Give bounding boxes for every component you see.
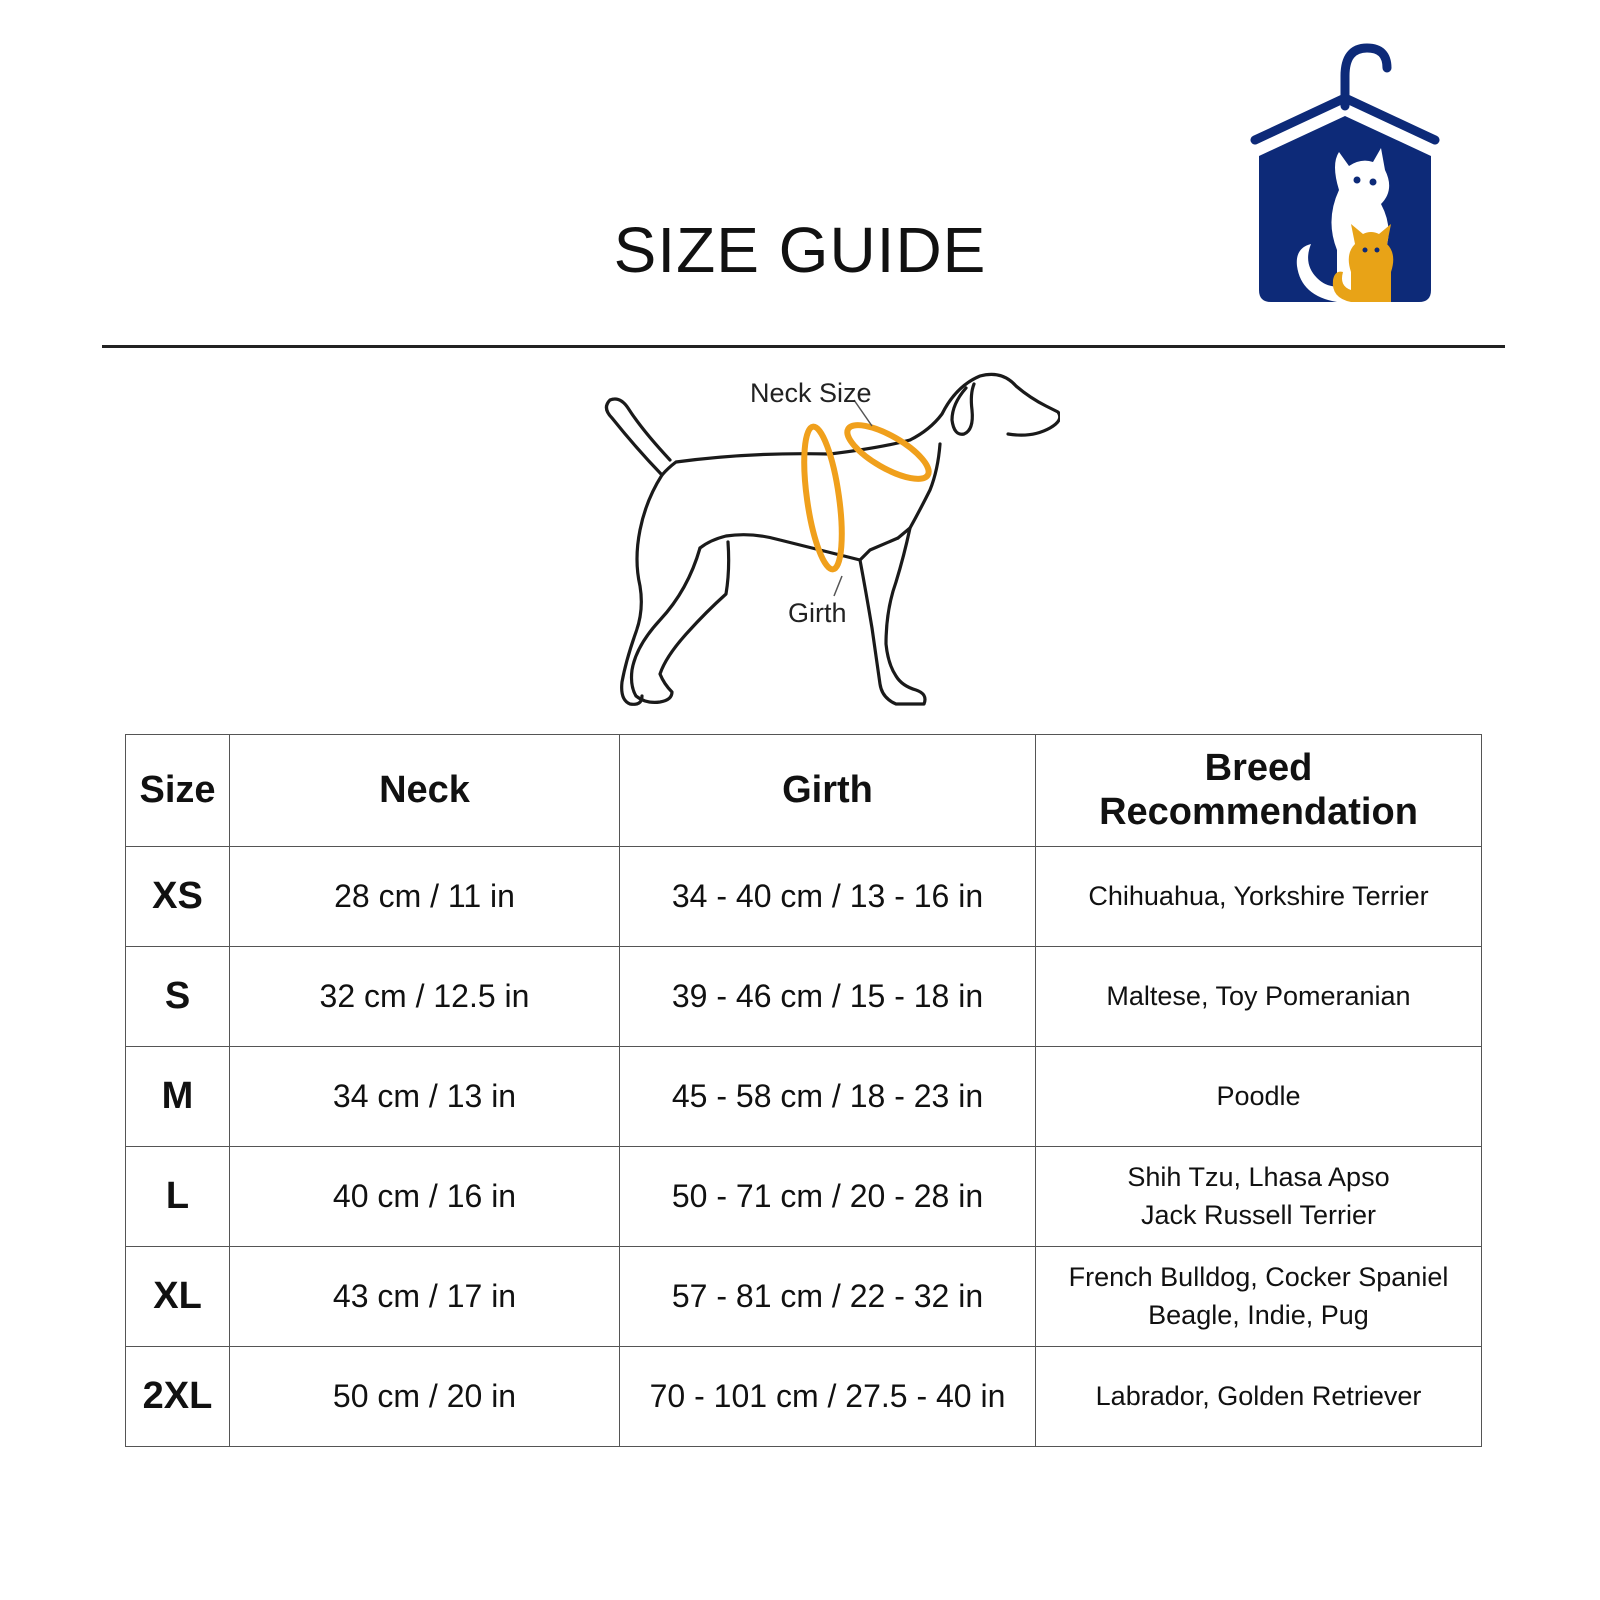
girth-cell: 70 - 101 cm / 27.5 - 40 in <box>620 1347 1036 1447</box>
neck-cell: 40 cm / 16 in <box>230 1147 620 1247</box>
size-cell: 2XL <box>126 1347 230 1447</box>
header-divider <box>102 345 1505 348</box>
table-row <box>126 1347 1482 1447</box>
neck-cell: 50 cm / 20 in <box>230 1347 620 1447</box>
size-cell: XS <box>126 847 230 947</box>
breed-cell: French Bulldog, Cocker Spaniel Beagle, Indie, Pug <box>1036 1247 1482 1347</box>
girth-cell: 57 - 81 cm / 22 - 32 in <box>620 1247 1036 1347</box>
dog-measurement-diagram <box>580 360 1060 730</box>
breed-cell: Labrador, Golden Retriever <box>1036 1347 1482 1447</box>
size-cell: S <box>126 947 230 1047</box>
girth-cell: 50 - 71 cm / 20 - 28 in <box>620 1147 1036 1247</box>
dog-outline-icon <box>580 360 1060 730</box>
table-row <box>126 1147 1482 1247</box>
brand-logo-icon <box>1245 40 1445 320</box>
girth-cell: 34 - 40 cm / 13 - 16 in <box>620 847 1036 947</box>
neck-cell: 32 cm / 12.5 in <box>230 947 620 1047</box>
breed-cell: Chihuahua, Yorkshire Terrier <box>1036 847 1482 947</box>
breed-cell: Poodle <box>1036 1047 1482 1147</box>
girth-label: Girth <box>788 598 847 628</box>
column-header-neck: Neck <box>230 735 620 847</box>
size-cell: XL <box>126 1247 230 1347</box>
neck-cell: 34 cm / 13 in <box>230 1047 620 1147</box>
girth-cell: 45 - 58 cm / 18 - 23 in <box>620 1047 1036 1147</box>
girth-cell: 39 - 46 cm / 15 - 18 in <box>620 947 1036 1047</box>
neck-cell: 28 cm / 11 in <box>230 847 620 947</box>
size-table <box>125 734 1482 1447</box>
size-cell: M <box>126 1047 230 1147</box>
breed-cell: Maltese, Toy Pomeranian <box>1036 947 1482 1047</box>
column-header-size: Size <box>126 735 230 847</box>
table-header-row <box>126 735 1482 847</box>
neck-cell: 43 cm / 17 in <box>230 1247 620 1347</box>
column-header-girth: Girth <box>620 735 1036 847</box>
table-row <box>126 947 1482 1047</box>
table-row <box>126 1047 1482 1147</box>
table-row <box>126 847 1482 947</box>
neck-size-label: Neck Size <box>750 378 872 408</box>
column-header-breed: Breed Recommendation <box>1036 735 1482 847</box>
table-row <box>126 1247 1482 1347</box>
size-cell: L <box>126 1147 230 1247</box>
breed-cell: Shih Tzu, Lhasa Apso Jack Russell Terrier <box>1036 1147 1482 1247</box>
page-title: SIZE GUIDE <box>613 214 987 286</box>
